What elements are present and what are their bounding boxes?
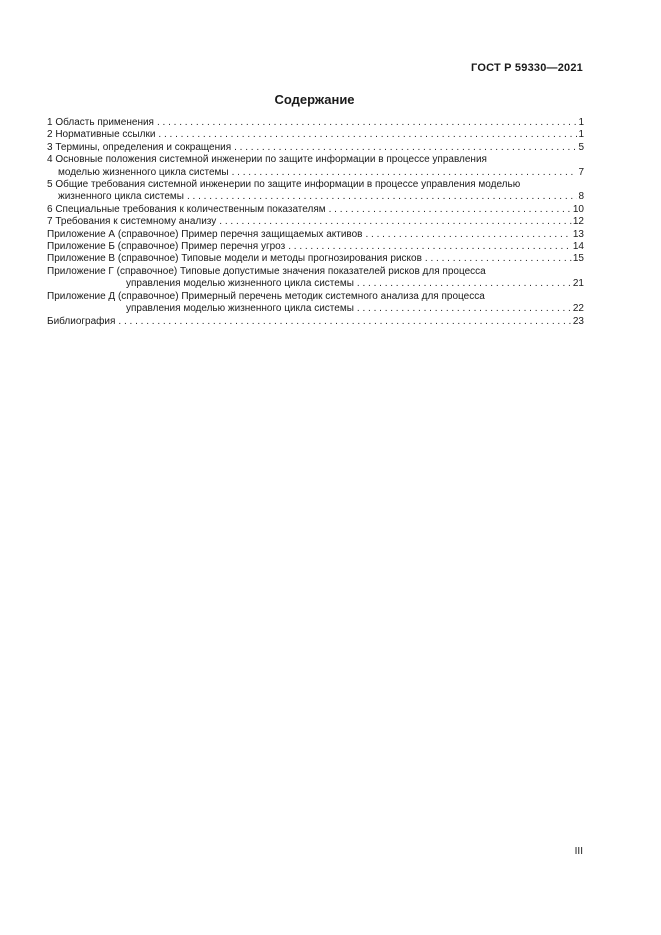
toc-leader-dots bbox=[357, 303, 572, 315]
toc-entry-text: 1 Область применения bbox=[47, 117, 154, 128]
standard-code: ГОСТ Р 59330—2021 bbox=[471, 62, 583, 74]
table-of-contents bbox=[47, 117, 584, 328]
toc-entry-page: 23 bbox=[572, 315, 584, 327]
toc-entry-text: Приложение Д (справочное) Примерный перечень методик системного анализа для процесса bbox=[47, 290, 485, 302]
toc-entry-page: 14 bbox=[572, 241, 584, 253]
page-number: III bbox=[574, 846, 583, 857]
toc-entry-5[interactable] bbox=[47, 179, 584, 204]
toc-leader-dots bbox=[219, 216, 572, 228]
toc-entry-page: 5 bbox=[578, 141, 584, 153]
toc-entry-page: 15 bbox=[572, 253, 584, 265]
toc-entry-text: Приложение Б (справочное) Пример перечня угроз bbox=[47, 241, 286, 253]
toc-entry-3[interactable] bbox=[47, 142, 584, 154]
toc-entry-page: 8 bbox=[578, 191, 584, 203]
toc-entry-appendix-v[interactable] bbox=[47, 253, 584, 265]
toc-leader-dots bbox=[288, 241, 572, 253]
toc-entry-text: 7 Требования к системному анализу bbox=[47, 216, 217, 228]
toc-title: Содержание bbox=[274, 92, 355, 107]
toc-entry-page: 13 bbox=[572, 228, 584, 240]
toc-entry-text: 3 Термины, определения и сокращения bbox=[47, 141, 232, 153]
toc-entry-page: 10 bbox=[572, 203, 584, 215]
toc-leader-dots bbox=[118, 316, 571, 328]
toc-entry-page: 1 bbox=[578, 129, 584, 141]
toc-entry-bibliography[interactable] bbox=[47, 316, 584, 328]
toc-entry-appendix-d[interactable] bbox=[47, 291, 584, 316]
toc-entry-page: 21 bbox=[572, 278, 584, 290]
toc-entry-text: 4 Основные положения системной инженерии по защите информации в процессе управления bbox=[47, 154, 487, 166]
toc-entry-text-continued: управления моделью жизненного цикла системы bbox=[126, 303, 354, 315]
toc-leader-dots bbox=[329, 204, 572, 216]
toc-entry-text-continued: управления моделью жизненного цикла системы bbox=[126, 278, 354, 290]
toc-entry-4[interactable] bbox=[47, 154, 584, 179]
toc-entry-text-continued: жизненного цикла системы bbox=[58, 191, 184, 203]
toc-entry-page: 22 bbox=[572, 303, 584, 315]
toc-entry-text: Приложение А (справочное) Пример перечня защищаемых активов bbox=[47, 228, 363, 240]
toc-leader-dots bbox=[425, 253, 572, 265]
toc-leader-dots bbox=[366, 229, 572, 241]
toc-entry-appendix-b[interactable] bbox=[47, 241, 584, 253]
toc-entry-text: 6 Специальные требования к количественным показателям bbox=[47, 203, 326, 215]
toc-leader-dots bbox=[187, 191, 577, 203]
toc-entry-page: 7 bbox=[578, 166, 584, 178]
toc-entry-7[interactable] bbox=[47, 216, 584, 228]
toc-leader-dots bbox=[157, 117, 577, 129]
toc-leader-dots bbox=[158, 129, 577, 141]
toc-entry-6[interactable] bbox=[47, 204, 584, 216]
toc-entry-2[interactable] bbox=[47, 129, 584, 141]
toc-entry-appendix-g[interactable] bbox=[47, 266, 584, 291]
toc-leader-dots bbox=[357, 278, 572, 290]
toc-entry-text: 2 Нормативные ссылки bbox=[47, 129, 156, 141]
toc-entry-1[interactable] bbox=[47, 117, 584, 129]
toc-entry-text: Библиография bbox=[47, 315, 116, 327]
toc-entry-text: 5 Общие требования системной инженерии по защите информации в процессе управления моделью bbox=[47, 179, 521, 191]
toc-entry-text: Приложение Г (справочное) Типовые допустимые значения показателей рисков для процесса bbox=[47, 265, 486, 277]
toc-leader-dots bbox=[232, 167, 578, 179]
toc-entry-text: Приложение В (справочное) Типовые модели и методы прогнозирования рисков bbox=[47, 253, 422, 265]
toc-entry-page: 12 bbox=[572, 216, 584, 228]
toc-entry-appendix-a[interactable] bbox=[47, 229, 584, 241]
toc-entry-page: 1 bbox=[578, 117, 584, 128]
toc-entry-text-continued: моделью жизненного цикла системы bbox=[58, 166, 229, 178]
toc-leader-dots bbox=[234, 142, 577, 154]
